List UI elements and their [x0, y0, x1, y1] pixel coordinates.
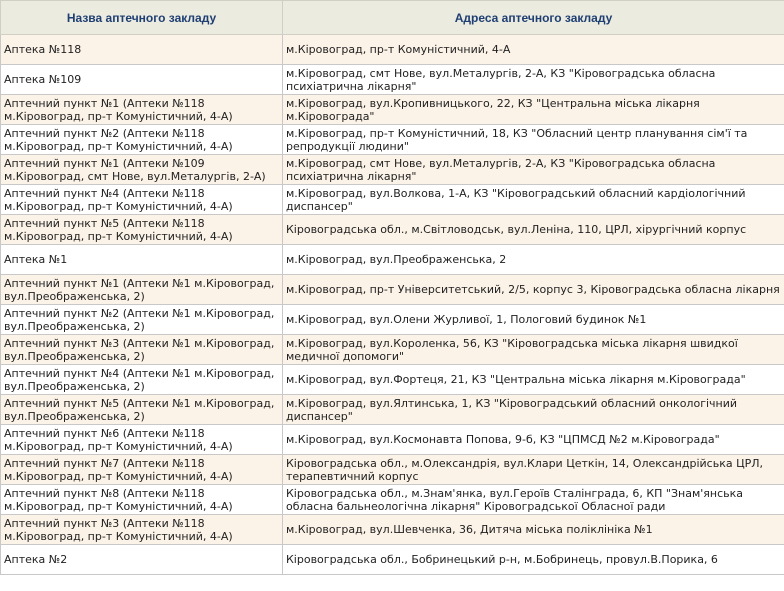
- pharmacy-address-cell: м.Кіровоград, вул.Шевченка, 36, Дитяча міська поліклініка №1: [283, 515, 784, 545]
- pharmacy-name-cell: Аптечний пункт №3 (Аптеки №1 м.Кіровоград, вул.Преображенська, 2): [1, 335, 283, 365]
- table-row: [1, 365, 784, 395]
- pharmacy-address-cell: Кіровоградська обл., м.Знам'янка, вул.Героїв Сталінграда, 6, КП "Знам'янська обласна бальнеологічна лікарня" Кіровоградської Обласної ради: [283, 485, 784, 515]
- table-row: [1, 65, 784, 95]
- pharmacy-address-cell: м.Кіровоград, пр-т Комуністичний, 4-А: [283, 35, 784, 65]
- table-row: [1, 395, 784, 425]
- pharmacy-name-cell: Аптечний пункт №6 (Аптеки №118 м.Кіровоград, пр-т Комуністичний, 4-А): [1, 425, 283, 455]
- table-row: [1, 185, 784, 215]
- pharmacy-name-cell: Аптечний пункт №1 (Аптеки №1 м.Кіровоград, вул.Преображенська, 2): [1, 275, 283, 305]
- table-row: [1, 455, 784, 485]
- pharmacy-name-cell: Аптечний пункт №5 (Аптеки №118 м.Кіровоград, пр-т Комуністичний, 4-А): [1, 215, 283, 245]
- table-row: [1, 215, 784, 245]
- column-header-name: Назва аптечного закладу: [1, 1, 283, 35]
- table-row: [1, 485, 784, 515]
- pharmacy-address-cell: м.Кіровоград, вул.Кропивницького, 22, КЗ "Центральна міська лікарня м.Кіровограда": [283, 95, 784, 125]
- pharmacy-name-cell: Аптека №118: [1, 35, 283, 65]
- pharmacy-address-cell: м.Кіровоград, пр-т Університетський, 2/5, корпус 3, Кіровоградська обласна лікарня: [283, 275, 784, 305]
- pharmacy-name-cell: Аптечний пункт №7 (Аптеки №118 м.Кіровоград, пр-т Комуністичний, 4-А): [1, 455, 283, 485]
- pharmacy-address-cell: м.Кіровоград, смт Нове, вул.Металургів, 2-А, КЗ "Кіровоградська обласна психіатрична лікарня": [283, 65, 784, 95]
- table-row: [1, 425, 784, 455]
- pharmacy-name-cell: Аптека №109: [1, 65, 283, 95]
- pharmacy-address-cell: Кіровоградська обл., Бобринецький р-н, м.Бобринець, провул.В.Порика, 6: [283, 545, 784, 575]
- table-row: [1, 155, 784, 185]
- table-row: [1, 35, 784, 65]
- table-row: [1, 125, 784, 155]
- column-header-address: Адреса аптечного закладу: [283, 1, 784, 35]
- table-row: [1, 335, 784, 365]
- pharmacy-address-cell: м.Кіровоград, смт Нове, вул.Металургів, 2-А, КЗ "Кіровоградська обласна психіатрична лікарня": [283, 155, 784, 185]
- pharmacy-address-cell: Кіровоградська обл., м.Олександрія, вул.Клари Цеткін, 14, Олександрійська ЦРЛ, терапевтичний корпус: [283, 455, 784, 485]
- table-row: [1, 95, 784, 125]
- pharmacy-name-cell: Аптечний пункт №1 (Аптеки №109 м.Кіровоград, смт Нове, вул.Металургів, 2-А): [1, 155, 283, 185]
- table-row: [1, 305, 784, 335]
- pharmacy-name-cell: Аптечний пункт №4 (Аптеки №118 м.Кіровоград, пр-т Комуністичний, 4-А): [1, 185, 283, 215]
- table-row: [1, 515, 784, 545]
- pharmacy-name-cell: Аптечний пункт №2 (Аптеки №118 м.Кіровоград, пр-т Комуністичний, 4-А): [1, 125, 283, 155]
- table-row: [1, 545, 784, 575]
- pharmacy-name-cell: Аптечний пункт №5 (Аптеки №1 м.Кіровоград, вул.Преображенська, 2): [1, 395, 283, 425]
- pharmacy-address-cell: м.Кіровоград, вул.Волкова, 1-А, КЗ "Кіровоградський обласний кардіологічний диспансер": [283, 185, 784, 215]
- table-row: [1, 275, 784, 305]
- pharmacy-name-cell: Аптечний пункт №4 (Аптеки №1 м.Кіровоград, вул.Преображенська, 2): [1, 365, 283, 395]
- pharmacy-address-cell: Кіровоградська обл., м.Світловодськ, вул.Леніна, 110, ЦРЛ, хірургічний корпус: [283, 215, 784, 245]
- table-row: [1, 245, 784, 275]
- pharmacy-name-cell: Аптечний пункт №1 (Аптеки №118 м.Кіровоград, пр-т Комуністичний, 4-А): [1, 95, 283, 125]
- pharmacy-address-cell: м.Кіровоград, вул.Космонавта Попова, 9-б, КЗ "ЦПМСД №2 м.Кіровограда": [283, 425, 784, 455]
- pharmacy-name-cell: Аптека №1: [1, 245, 283, 275]
- pharmacy-address-cell: м.Кіровоград, вул.Ялтинська, 1, КЗ "Кіровоградський обласний онкологічний диспансер": [283, 395, 784, 425]
- pharmacy-address-cell: м.Кіровоград, вул.Короленка, 56, КЗ "Кіровоградська міська лікарня швидкої медичної допомоги": [283, 335, 784, 365]
- pharmacy-address-cell: м.Кіровоград, вул.Олени Журливої, 1, Пологовий будинок №1: [283, 305, 784, 335]
- pharmacy-name-cell: Аптечний пункт №8 (Аптеки №118 м.Кіровоград, пр-т Комуністичний, 4-А): [1, 485, 283, 515]
- pharmacy-name-cell: Аптека №2: [1, 545, 283, 575]
- pharmacy-address-cell: м.Кіровоград, пр-т Комуністичний, 18, КЗ "Обласний центр планування сім'ї та репродукції людини": [283, 125, 784, 155]
- pharmacy-name-cell: Аптечний пункт №2 (Аптеки №1 м.Кіровоград, вул.Преображенська, 2): [1, 305, 283, 335]
- pharmacy-address-cell: м.Кіровоград, вул.Фортеця, 21, КЗ "Центральна міська лікарня м.Кіровограда": [283, 365, 784, 395]
- pharmacy-name-cell: Аптечний пункт №3 (Аптеки №118 м.Кіровоград, пр-т Комуністичний, 4-А): [1, 515, 283, 545]
- table-header-row: [1, 1, 784, 35]
- pharmacy-address-cell: м.Кіровоград, вул.Преображенська, 2: [283, 245, 784, 275]
